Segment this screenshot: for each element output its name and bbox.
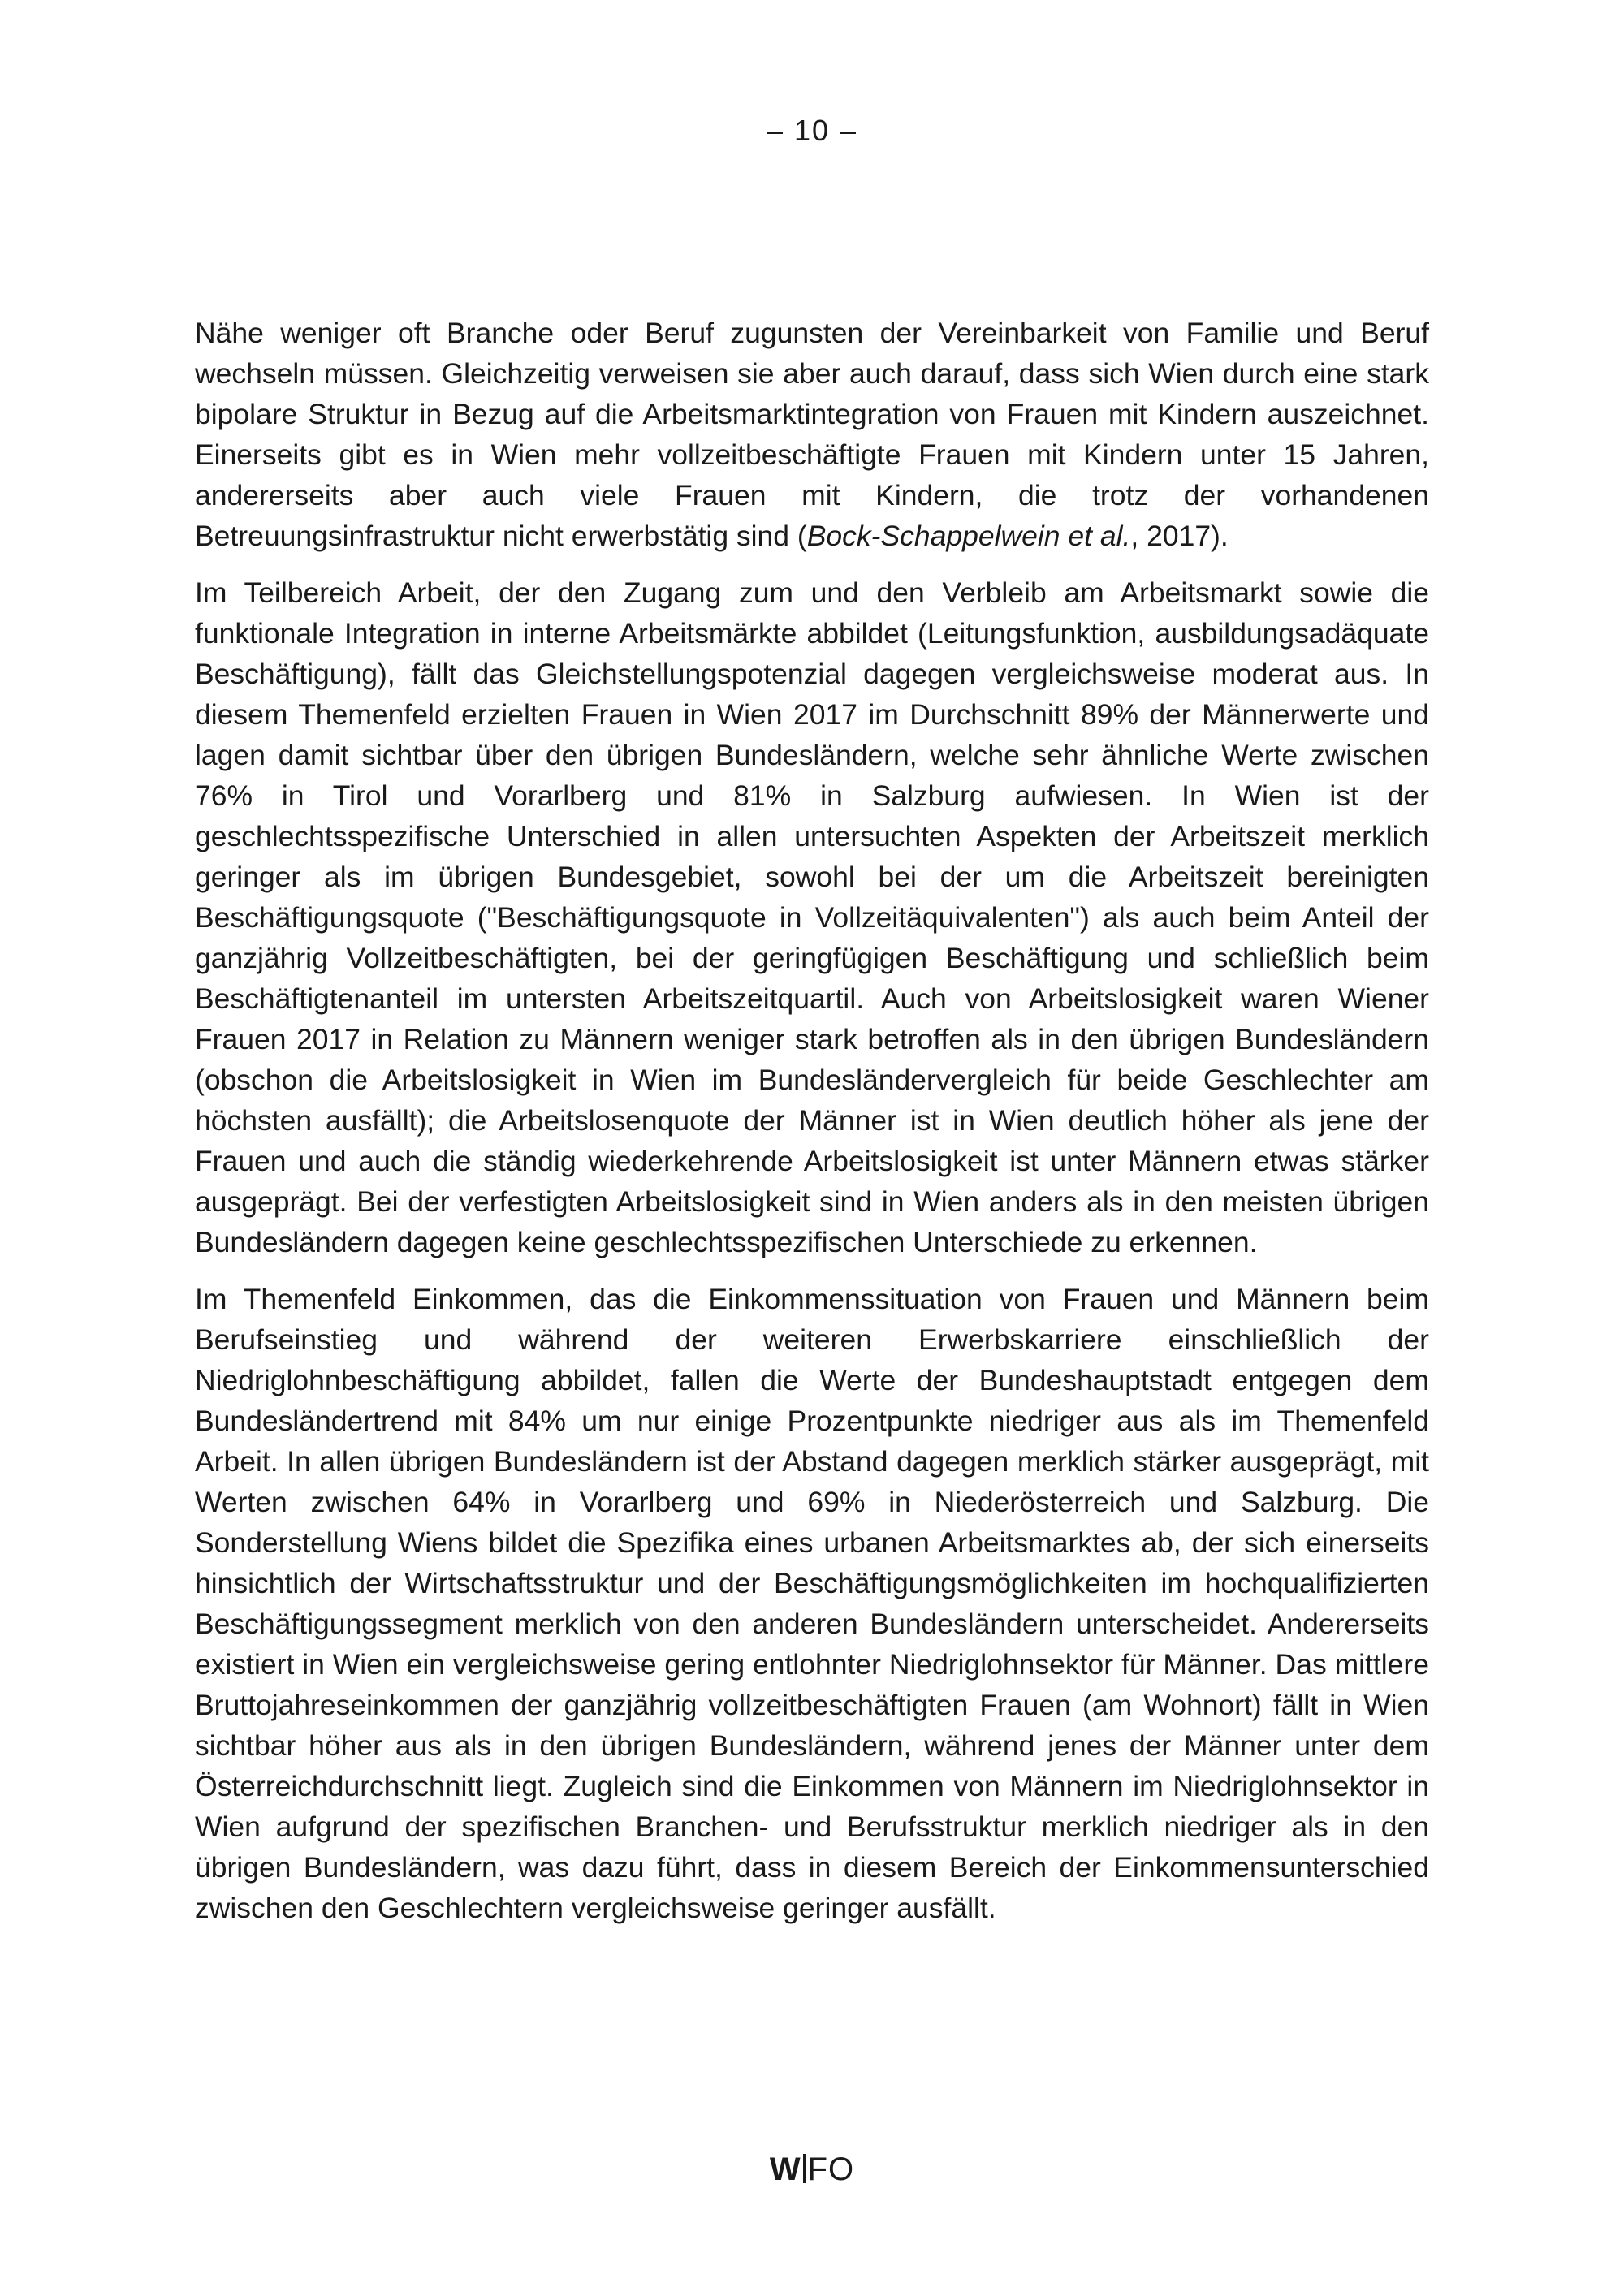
paragraph-1-text-end: , 2017). (1130, 520, 1229, 552)
paragraph-1 (195, 313, 1429, 556)
body-text (195, 313, 1429, 1944)
wifo-logo (0, 2151, 1624, 2188)
paragraph-3: Im Themenfeld Einkommen, das die Einkommenssituation von Frauen und Männern beim Berufseinstieg und während der weiteren Erwerbskarriere einschließlich der Niedriglohnbeschäftigung abbildet, fallen die Werte der Bundeshauptstadt entgegen dem Bundesländertrend mit 84% um nur einige Prozentpunkte niedriger aus als im Themenfeld Arbeit. In allen übrigen Bundesländern ist der Abstand dagegen merklich stärker ausgeprägt, mit Werten zwischen 64% in Vorarlberg und 69% in Niederösterreich und Salzburg. Die Sonderstellung Wiens bildet die Spezifika eines urbanen Arbeitsmarktes ab, der sich einerseits hinsichtlich der Wirtschaftsstruktur und der Beschäftigungsmöglichkeiten im hochqualifizierten Beschäftigungssegment merklich von den anderen Bundesländern unterscheidet. Andererseits existiert in Wien ein vergleichsweise gering entlohnter Niedriglohnsektor für Männer. Das mittlere Bruttojahreseinkommen der ganzjährig vollzeitbeschäftigten Frauen (am Wohnort) fällt in Wien sichtbar höher aus als in den übrigen Bundesländern, während jenes der Männer unter dem Österreichdurchschnitt liegt. Zugleich sind die Einkommen von Männern im Niedriglohnsektor in Wien aufgrund der spezifischen Branchen- und Berufsstruktur merklich niedriger als in den übrigen Bundesländern, was dazu führt, dass in diesem Bereich der Einkommensunterschied zwischen den Geschlechtern vergleichsweise geringer ausfällt. (195, 1283, 1429, 1924)
paragraph-2: Im Teilbereich Arbeit, der den Zugang zum und den Verbleib am Arbeitsmarkt sowie die funktionale Integration in interne Arbeitsmärkte abbildet (Leitungsfunktion, ausbildungsadäquate Beschäftigung), fällt das Gleichstellungspotenzial dagegen vergleichsweise moderat aus. In diesem Themenfeld erzielten Frauen in Wien 2017 im Durchschnitt 89% der Männerwerte und lagen damit sichtbar über den übrigen Bundesländern, welche sehr ähnliche Werte zwischen 76% in Tirol und Vorarlberg und 81% in Salzburg aufwiesen. In Wien ist der geschlechtsspezifische Unterschied in allen untersuchten Aspekten der Arbeitszeit merklich geringer als im übrigen Bundesgebiet, sowohl bei der um die Arbeitszeit bereinigten Beschäftigungsquote ("Beschäftigungsquote in Vollzeitäquivalenten") als auch beim Anteil der ganzjährig Vollzeitbeschäftigten, bei der geringfügigen Beschäftigung und schließlich beim Beschäftigtenanteil im untersten Arbeitszeitquartil. Auch von Arbeitslosigkeit waren Wiener Frauen 2017 in Relation zu Männern weniger stark betroffen als in den übrigen Bundesländern (obschon die Arbeitslosigkeit in Wien im Bundesländervergleich für beide Geschlechter am höchsten ausfällt); die Arbeitslosenquote der Männer ist in Wien deutlich höher als jene der Frauen und auch die ständig wiederkehrende Arbeitslosigkeit ist unter Männern etwas stärker ausgeprägt. Bei der verfestigten Arbeitslosigkeit sind in Wien anders als in den meisten übrigen Bundesländern dagegen keine geschlechtsspezifischen Unterschiede zu erkennen. (195, 576, 1429, 1258)
citation: Bock-Schappelwein et al. (806, 520, 1131, 552)
page-number: – 10 – (766, 114, 858, 147)
logo-letter-f: F (807, 2151, 829, 2187)
logo-bar (803, 2154, 806, 2183)
logo-letter-o: O (828, 2151, 855, 2187)
paragraph-1-text: Nähe weniger oft Branche oder Beruf zugunsten der Vereinbarkeit von Familie und Beruf wechseln müssen. Gleichzeitig verweisen sie aber auch darauf, dass sich Wien durch eine stark bipolare Struktur in Bezug auf die Arbeitsmarktintegration von Frauen mit Kindern auszeichnet. Einerseits gibt es in Wien mehr vollzeitbeschäftigte Frauen mit Kindern unter 15 Jahren, andererseits aber auch viele Frauen mit Kindern, die trotz der vorhandenen Betreuungsinfrastruktur nicht erwerbstätig sind ( (195, 317, 1429, 552)
logo-letter-w: W (769, 2151, 801, 2187)
